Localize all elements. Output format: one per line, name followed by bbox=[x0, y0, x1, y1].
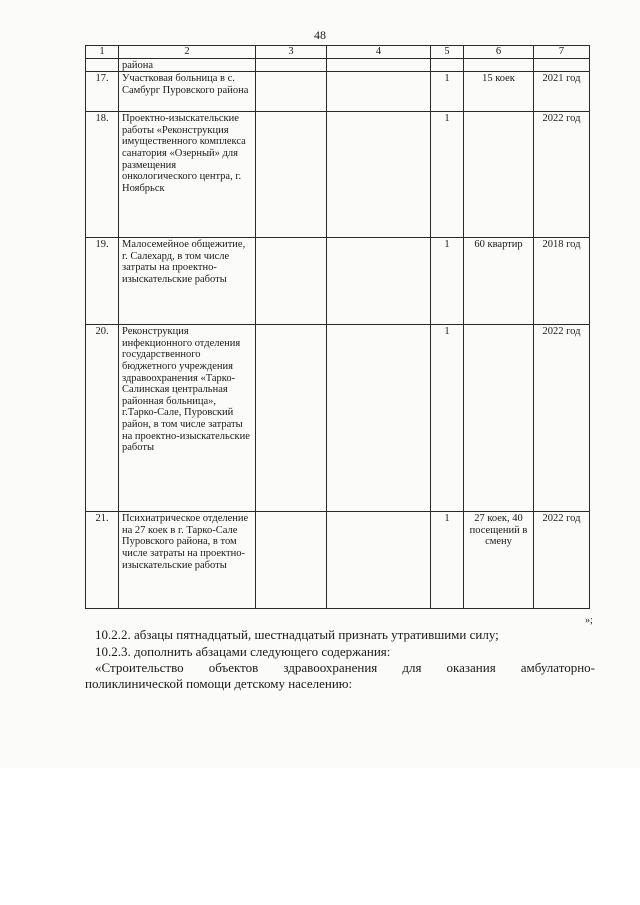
cell-col3 bbox=[256, 325, 327, 512]
cell-name: района bbox=[119, 58, 256, 72]
paragraph-construction-line1: «Строительство объектов здравоохранения для оказания амбулаторно- bbox=[95, 660, 595, 675]
cell-name: Реконструкция инфекционного отделения государственного бюджетного учреждения здравоохранения «Тарко-Салинская центральная районная больница», г.Тарко-Сале, Пуровский район, в том числе затраты на проектно-изыскательские работы bbox=[119, 325, 256, 512]
paragraph-10-2-2: 10.2.2. абзацы пятнадцатый, шестнадцатый признать утратившими силу; bbox=[95, 627, 499, 642]
cell-number: 19. bbox=[86, 238, 119, 325]
column-header: 2 bbox=[119, 46, 256, 59]
cell-capacity: 15 коек bbox=[464, 72, 534, 112]
cell-col5: 1 bbox=[431, 512, 464, 609]
table-row bbox=[86, 238, 590, 325]
cell-name: Участковая больница в с. Самбург Пуровского района bbox=[119, 72, 256, 112]
objects-table bbox=[85, 45, 590, 609]
cell-col4 bbox=[327, 112, 431, 238]
cell-col5: 1 bbox=[431, 112, 464, 238]
paragraph-10-2-3: 10.2.3. дополнить абзацами следующего содержания: bbox=[95, 644, 391, 659]
cell-col3 bbox=[256, 238, 327, 325]
cell-number: 21. bbox=[86, 512, 119, 609]
cell-year: 2018 год bbox=[534, 238, 590, 325]
cell-number: 18. bbox=[86, 112, 119, 238]
cell-col4 bbox=[327, 238, 431, 325]
cell-capacity: 60 квартир bbox=[464, 238, 534, 325]
table-header-row bbox=[86, 46, 590, 59]
column-header: 6 bbox=[464, 46, 534, 59]
cell-capacity bbox=[464, 325, 534, 512]
cell-col3 bbox=[256, 112, 327, 238]
table-row bbox=[86, 112, 590, 238]
cell-number: 17. bbox=[86, 72, 119, 112]
cell-col3 bbox=[256, 72, 327, 112]
cell-col5: 1 bbox=[431, 325, 464, 512]
cell-col5: 1 bbox=[431, 72, 464, 112]
table-row bbox=[86, 72, 590, 112]
paragraph-construction-line2: поликлинической помощи детскому населению: bbox=[85, 676, 353, 691]
table-closing-quote: »; bbox=[585, 615, 593, 626]
blank-area bbox=[0, 768, 640, 905]
column-header: 4 bbox=[327, 46, 431, 59]
column-header: 3 bbox=[256, 46, 327, 59]
table-row bbox=[86, 512, 590, 609]
cell-name: Малосемейное общежитие, г. Салехард, в том числе затраты на проектно-изыскательские работы bbox=[119, 238, 256, 325]
cell-number: 20. bbox=[86, 325, 119, 512]
cell-capacity: 27 коек, 40 посещений в смену bbox=[464, 512, 534, 609]
cell-year: 2021 год bbox=[534, 72, 590, 112]
cell-year: 2022 год bbox=[534, 325, 590, 512]
cell-capacity bbox=[464, 112, 534, 238]
column-header: 1 bbox=[86, 46, 119, 59]
cell-year: 2022 год bbox=[534, 112, 590, 238]
cell-col4 bbox=[327, 72, 431, 112]
cell-col3 bbox=[256, 512, 327, 609]
cell-col5: 1 bbox=[431, 238, 464, 325]
cell-name: Психиатрическое отделение на 27 коек в г. Тарко-Сале Пуровского района, в том числе затраты на проектно-изыскательские работы bbox=[119, 512, 256, 609]
cell-year: 2022 год bbox=[534, 512, 590, 609]
column-header: 7 bbox=[534, 46, 590, 59]
cell-col4 bbox=[327, 325, 431, 512]
page-number: 48 bbox=[314, 28, 326, 42]
column-header: 5 bbox=[431, 46, 464, 59]
table-row-continuation bbox=[86, 58, 590, 72]
cell-col4 bbox=[327, 512, 431, 609]
table-row bbox=[86, 325, 590, 512]
cell-name: Проектно-изыскательские работы «Реконструкция имущественного комплекса санатория «Озерный» для размещения онкологического центра, г. Ноябрьск bbox=[119, 112, 256, 238]
